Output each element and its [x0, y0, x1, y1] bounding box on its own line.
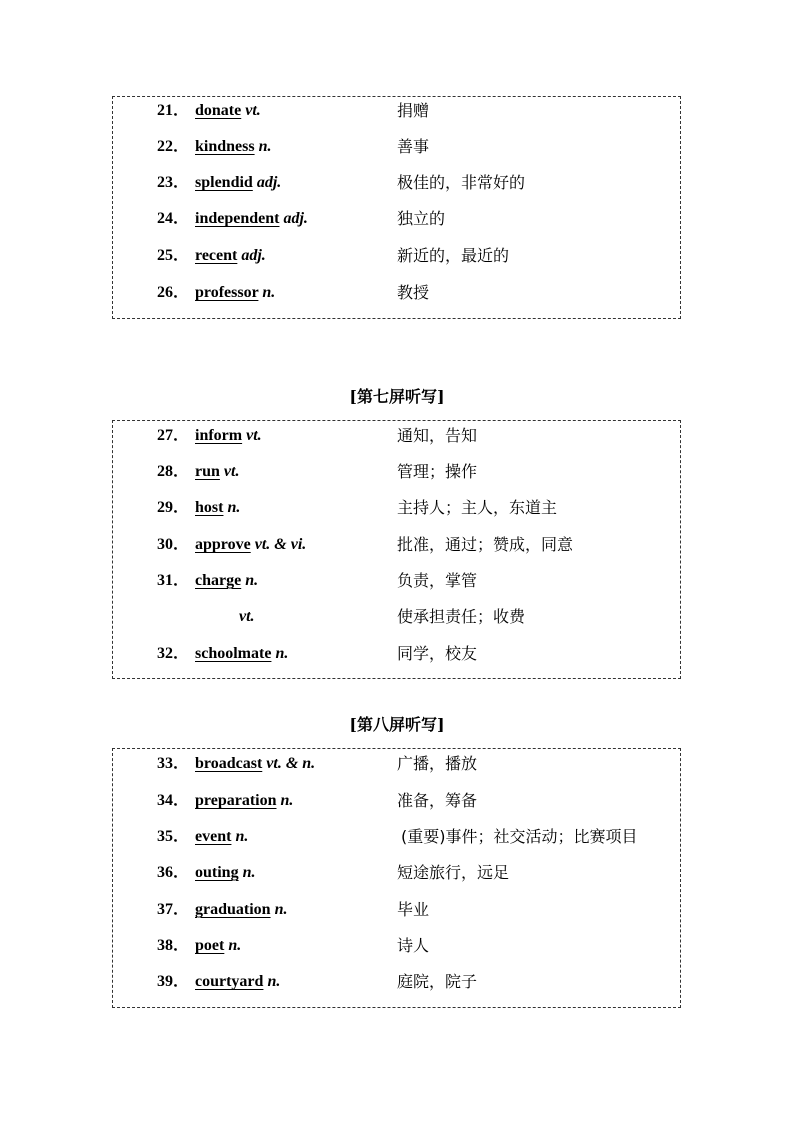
vocab-row — [113, 424, 680, 448]
item-word — [195, 281, 275, 305]
vocab-row — [113, 752, 680, 776]
part-of-speech: vt. & vi. — [254, 536, 307, 553]
item-word — [195, 424, 262, 448]
word-text: approve — [195, 536, 251, 553]
word-text: splendid — [195, 174, 253, 191]
part-of-speech: vt. — [223, 463, 240, 480]
part-of-speech: vt. — [245, 102, 261, 119]
word-text: host — [195, 499, 224, 516]
chinese-meaning: 通知，告知 — [397, 426, 478, 445]
vocab-row — [113, 934, 680, 958]
chinese-meaning: 教授 — [397, 283, 430, 302]
item-number: 32． — [157, 645, 190, 662]
word-text: donate — [195, 102, 242, 119]
item-word — [195, 789, 293, 813]
word-text: recent — [195, 247, 238, 264]
part-of-speech: n. — [235, 828, 249, 845]
vocab-row — [113, 569, 680, 593]
word-text: schoolmate — [195, 645, 272, 662]
vocab-row — [113, 171, 680, 195]
item-number: 25． — [157, 247, 190, 264]
item-number: 21． — [157, 102, 190, 119]
item-number: 23． — [157, 174, 190, 191]
item-number: 22． — [157, 138, 190, 155]
vocab-row — [113, 207, 680, 231]
chinese-meaning: 毕业 — [397, 900, 430, 919]
item-number: 31． — [157, 572, 190, 589]
part-of-speech: adj. — [256, 174, 282, 191]
item-word — [195, 898, 287, 922]
word-text: charge — [195, 572, 242, 589]
part-of-speech: n. — [280, 792, 294, 809]
item-number: 27． — [157, 427, 190, 444]
item-word — [195, 934, 241, 958]
vocab-box-1 — [112, 96, 681, 319]
vocab-row — [113, 496, 680, 520]
item-word — [195, 244, 266, 268]
part-of-speech: n. — [227, 499, 241, 516]
item-word — [195, 642, 288, 666]
chinese-meaning: (重要)事件；社交活动；比赛项目 — [401, 827, 638, 846]
item-number: 37． — [157, 901, 190, 918]
word-text: event — [195, 828, 232, 845]
word-text: professor — [195, 284, 259, 301]
vocab-row — [113, 605, 680, 629]
chinese-meaning: 使承担责任；收费 — [397, 607, 526, 626]
word-text: run — [195, 463, 220, 480]
chinese-meaning: 善事 — [397, 137, 430, 156]
vocab-row — [113, 789, 680, 813]
item-word — [195, 970, 280, 994]
item-number: 36． — [157, 864, 190, 881]
part-of-speech: n. — [267, 973, 281, 990]
vocab-row — [113, 244, 680, 268]
item-number: 34． — [157, 792, 190, 809]
item-number: 29． — [157, 499, 190, 516]
part-of-speech: n. — [274, 901, 288, 918]
chinese-meaning: 极佳的，非常好的 — [397, 173, 526, 192]
word-text: courtyard — [195, 973, 264, 990]
item-word — [195, 99, 261, 123]
part-of-speech: n. — [262, 284, 276, 301]
vocab-row — [113, 99, 680, 123]
item-word — [195, 171, 281, 195]
vocab-row — [113, 861, 680, 885]
chinese-meaning: 新近的，最近的 — [397, 246, 510, 265]
vocab-row — [113, 281, 680, 305]
chinese-meaning: 同学，校友 — [397, 644, 478, 663]
item-word — [195, 135, 272, 159]
item-number: 28． — [157, 463, 190, 480]
item-number: 35． — [157, 828, 190, 845]
vocab-box-2 — [112, 420, 681, 679]
part-of-speech: n. — [275, 645, 289, 662]
word-text: independent — [195, 210, 280, 227]
vocab-row — [113, 460, 680, 484]
vocab-row — [113, 898, 680, 922]
item-word — [195, 533, 306, 557]
chinese-meaning: 广播，播放 — [397, 754, 478, 773]
chinese-meaning: 短途旅行，远足 — [397, 863, 510, 882]
item-word — [195, 207, 308, 231]
vocab-box-3 — [112, 748, 681, 1008]
part-of-speech: n. — [242, 864, 256, 881]
item-word — [195, 569, 258, 593]
item-number: 38． — [157, 937, 190, 954]
word-text: preparation — [195, 792, 277, 809]
part-of-speech: n. — [245, 572, 259, 589]
item-number: 26． — [157, 284, 190, 301]
chinese-meaning: 捐赠 — [397, 101, 430, 120]
part-of-speech: vt. — [246, 427, 262, 444]
chinese-meaning: 负责，掌管 — [397, 571, 478, 590]
item-number: 39． — [157, 973, 190, 990]
word-text: broadcast — [195, 755, 263, 772]
item-number: 33． — [157, 755, 190, 772]
section-title: [第八屏听写] — [349, 715, 445, 734]
vocab-row — [113, 642, 680, 666]
chinese-meaning: 庭院，院子 — [397, 972, 478, 991]
vocab-row — [113, 533, 680, 557]
chinese-meaning: 主持人；主人，东道主 — [397, 498, 558, 517]
chinese-meaning: 批准，通过；赞成，同意 — [397, 535, 574, 554]
part-of-speech: n. — [228, 937, 242, 954]
word-text: inform — [195, 427, 243, 444]
word-text: outing — [195, 864, 239, 881]
item-word — [195, 460, 239, 484]
part-of-speech: adj. — [283, 210, 308, 227]
item-word — [195, 752, 315, 776]
chinese-meaning: 诗人 — [397, 936, 430, 955]
vocab-row — [113, 135, 680, 159]
chinese-meaning: 独立的 — [397, 209, 446, 228]
vocab-row — [113, 970, 680, 994]
word-text: graduation — [195, 901, 271, 918]
chinese-meaning: 管理；操作 — [397, 462, 478, 481]
word-text: kindness — [195, 138, 255, 155]
part-of-speech: n. — [258, 138, 272, 155]
item-number: 30． — [157, 536, 190, 553]
part-of-speech: vt. & n. — [266, 755, 316, 772]
item-word — [195, 861, 255, 885]
vocab-row — [113, 825, 680, 849]
item-word — [195, 496, 240, 520]
section-title: [第七屏听写] — [349, 387, 445, 406]
item-word — [195, 825, 248, 849]
part-of-speech: adj. — [241, 247, 266, 264]
item-number: 24． — [157, 210, 190, 227]
chinese-meaning: 准备，筹备 — [397, 791, 478, 810]
word-text: poet — [195, 937, 225, 954]
part-of-speech: vt. — [239, 608, 255, 625]
